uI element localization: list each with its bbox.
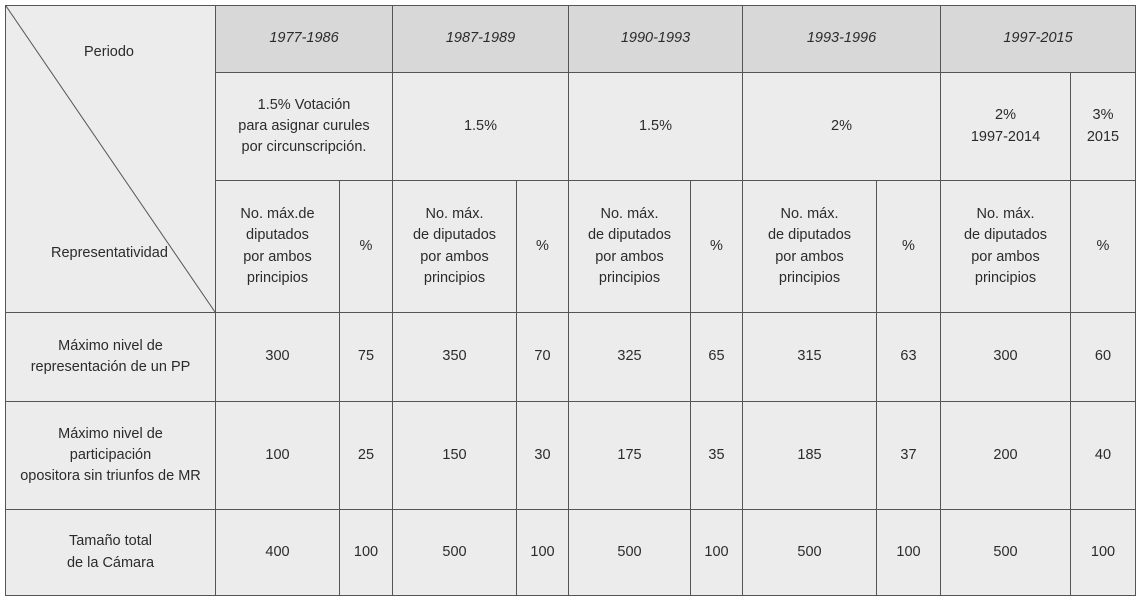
- table-row: [6, 510, 1136, 596]
- period-header: 1990-1993: [569, 6, 743, 73]
- percent-header: %: [691, 181, 743, 313]
- percent-header: %: [517, 181, 569, 313]
- table-cell: 75: [340, 313, 393, 402]
- table-cell: 35: [691, 402, 743, 510]
- table-cell: 100: [216, 402, 340, 510]
- table-cell: 185: [743, 402, 877, 510]
- table-cell: 350: [393, 313, 517, 402]
- max-deputies-header: No. máx. de diputados por ambos principios: [569, 181, 691, 313]
- table-cell: 63: [877, 313, 941, 402]
- table-cell: 30: [517, 402, 569, 510]
- row-label: Máximo nivel de participación opositora sin triunfos de MR: [6, 402, 216, 510]
- threshold-cell: 1.5% Votación para asignar curules por circunscripción.: [216, 73, 393, 181]
- max-deputies-header: No. máx. de diputados por ambos principios: [743, 181, 877, 313]
- max-deputies-header: No. máx.de diputados por ambos principios: [216, 181, 340, 313]
- period-header: 1987-1989: [393, 6, 569, 73]
- table-cell: 500: [941, 510, 1071, 596]
- threshold-cell: 2% 1997-2014: [941, 73, 1071, 181]
- periodo-label: Periodo: [84, 44, 134, 60]
- row-label: Tamaño total de la Cámara: [6, 510, 216, 596]
- table-cell: 60: [1071, 313, 1136, 402]
- table-cell: 400: [216, 510, 340, 596]
- table-row: [6, 313, 1136, 402]
- table-cell: 100: [691, 510, 743, 596]
- table-cell: 300: [941, 313, 1071, 402]
- table-cell: 65: [691, 313, 743, 402]
- threshold-cell: 1.5%: [393, 73, 569, 181]
- period-header-row: [6, 6, 1136, 73]
- table-cell: 200: [941, 402, 1071, 510]
- table-cell: 40: [1071, 402, 1136, 510]
- table-cell: 100: [1071, 510, 1136, 596]
- period-header: 1997-2015: [941, 6, 1136, 73]
- seat-allocation-table: [5, 5, 1136, 596]
- table-cell: 150: [393, 402, 517, 510]
- row-label: Máximo nivel de representación de un PP: [6, 313, 216, 402]
- max-deputies-header: No. máx. de diputados por ambos principios: [393, 181, 517, 313]
- representatividad-label: Representatividad: [51, 245, 168, 261]
- table-cell: 70: [517, 313, 569, 402]
- max-deputies-header: No. máx. de diputados por ambos principios: [941, 181, 1071, 313]
- table-cell: 100: [877, 510, 941, 596]
- table-cell: 175: [569, 402, 691, 510]
- period-header: 1993-1996: [743, 6, 941, 73]
- threshold-cell: 1.5%: [569, 73, 743, 181]
- percent-header: %: [340, 181, 393, 313]
- table-cell: 37: [877, 402, 941, 510]
- table-row: [6, 402, 1136, 510]
- table-cell: 25: [340, 402, 393, 510]
- percent-header: %: [1071, 181, 1136, 313]
- table-cell: 315: [743, 313, 877, 402]
- table-cell: 500: [743, 510, 877, 596]
- table-cell: 500: [569, 510, 691, 596]
- percent-header: %: [877, 181, 941, 313]
- table-cell: 100: [340, 510, 393, 596]
- corner-header-cell: [6, 6, 216, 313]
- table-cell: 500: [393, 510, 517, 596]
- threshold-cell: 3% 2015: [1071, 73, 1136, 181]
- table-cell: 300: [216, 313, 340, 402]
- table-cell: 100: [517, 510, 569, 596]
- period-header: 1977-1986: [216, 6, 393, 73]
- table-cell: 325: [569, 313, 691, 402]
- threshold-cell: 2%: [743, 73, 941, 181]
